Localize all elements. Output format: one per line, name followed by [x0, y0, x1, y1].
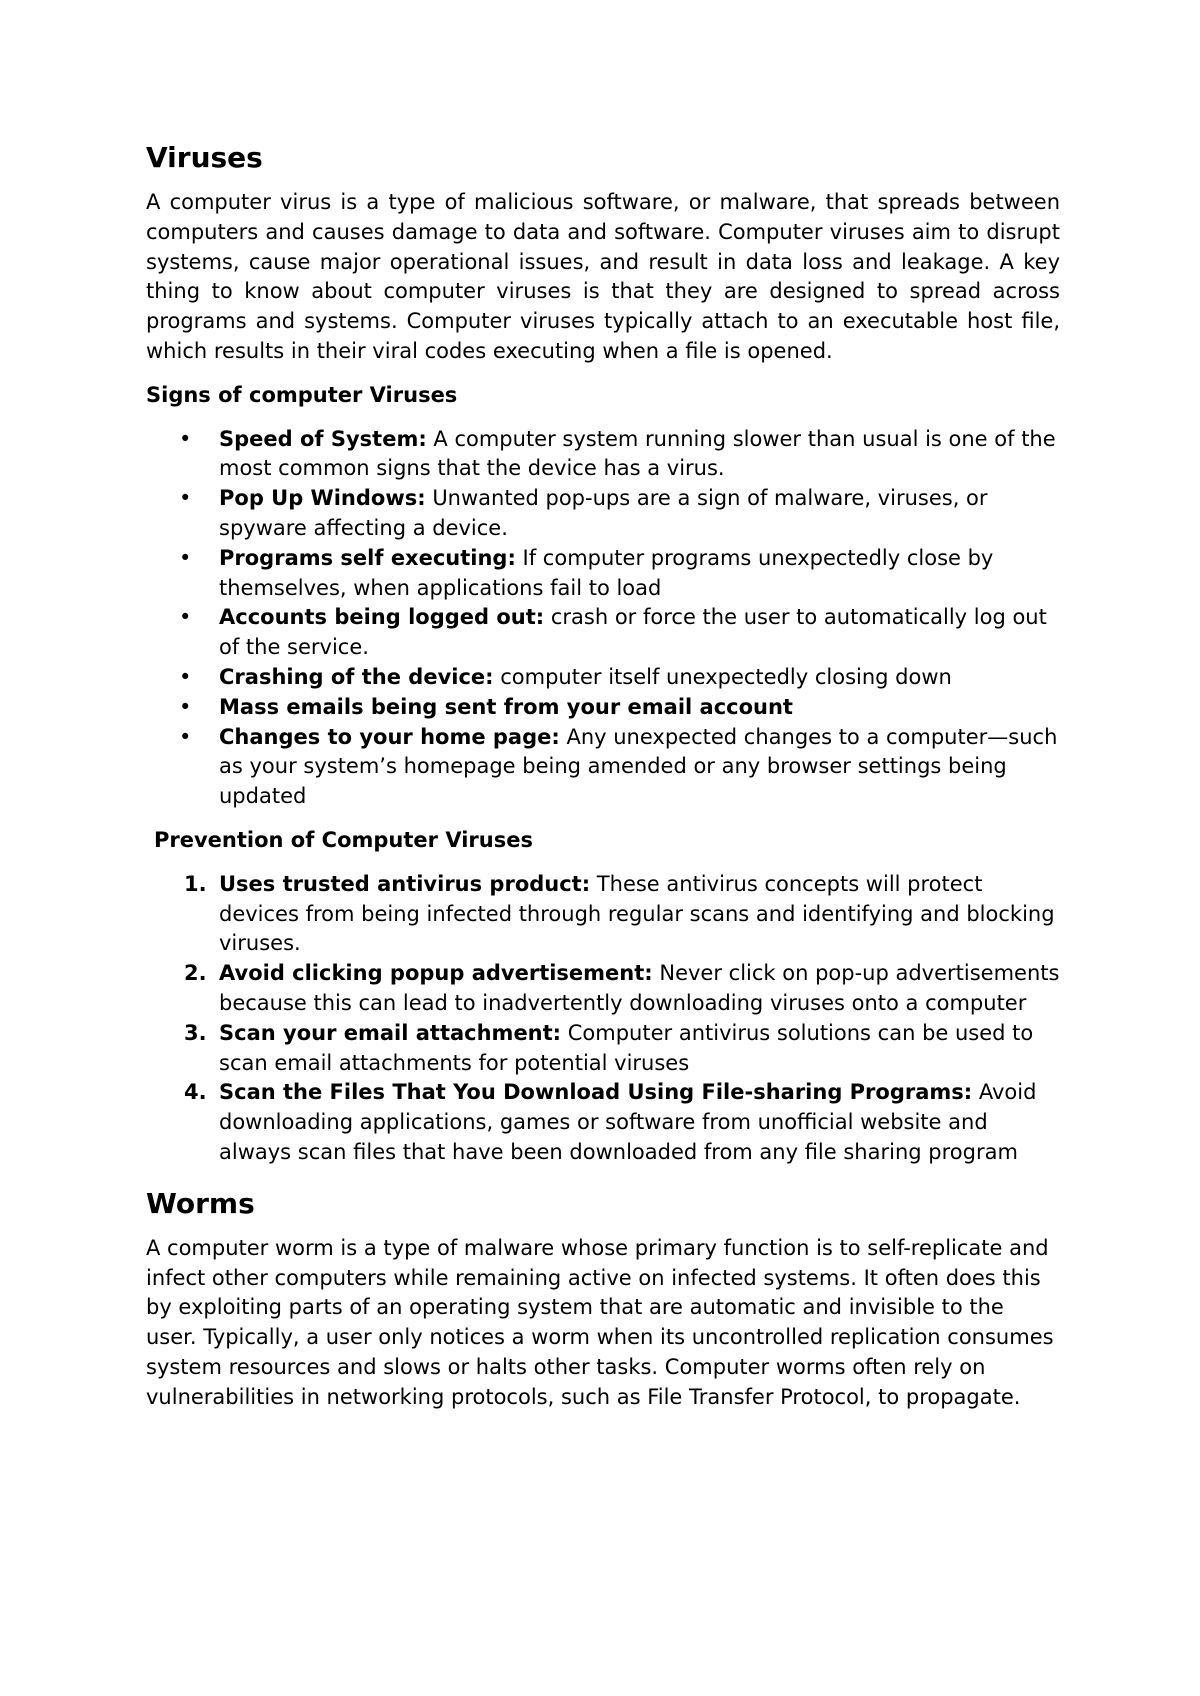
bullet-icon: • — [179, 694, 192, 719]
prevention-heading: Prevention of Computer Viruses — [154, 827, 533, 852]
list-item — [179, 484, 1060, 544]
item-number: 2. — [184, 961, 207, 986]
document-page — [146, 140, 1060, 1412]
signs-list — [146, 425, 1060, 812]
prevention-term: Scan the Files That You Download Using File-sharing Programs: — [219, 1080, 973, 1105]
sign-term: Accounts being logged out: — [219, 605, 545, 630]
worms-paragraph: A computer worm is a type of malware whose primary function is to self-replicate and infect other computers while remaining active on infected systems. It often does this by exploiting parts of an operating system that are automatic and invisible to the user. Typically, a user only notices a worm when its uncontrolled replication consumes system resources and slows or halts other tasks. Computer worms often rely on vulnerabilities in networking protocols, such as File Transfer Protocol, to propagate. — [146, 1235, 1054, 1409]
sign-text: If computer programs unexpectedly close by themselves, when applications fail to load — [219, 545, 994, 600]
list-item — [184, 1019, 1060, 1079]
sign-text: crash or force the user to automatically log out of the service. — [219, 605, 1047, 660]
sign-term: Programs self executing: — [219, 545, 516, 570]
prevention-text: Avoid downloading applications, games or software from unofficial website and always scan files that have been downloaded from any file sharing program — [219, 1080, 1037, 1164]
sign-text: computer itself unexpectedly closing down — [493, 664, 952, 689]
bullet-icon: • — [179, 545, 192, 570]
sign-term: Mass emails being sent from your email account — [219, 694, 793, 719]
bullet-icon: • — [179, 486, 192, 511]
list-item — [179, 544, 1060, 604]
sign-term: Speed of System: — [219, 426, 427, 451]
list-item — [184, 1078, 1060, 1167]
list-item — [179, 693, 1060, 723]
prevention-term: Scan your email attachment: — [219, 1020, 562, 1045]
viruses-heading: Viruses — [146, 141, 263, 174]
worms-heading: Worms — [146, 1186, 255, 1220]
item-number: 4. — [184, 1080, 207, 1105]
bullet-icon: • — [179, 664, 192, 689]
item-number: 3. — [184, 1020, 207, 1045]
bullet-icon: • — [179, 426, 192, 451]
prevention-text: Never click on pop-up advertisements because this can lead to inadvertently downloading viruses onto a computer — [219, 961, 1060, 1015]
prevention-term: Avoid clicking popup advertisement: — [219, 961, 653, 986]
list-item — [184, 959, 1060, 1019]
bullet-icon: • — [179, 605, 192, 630]
sign-text: A computer system running slower than usual is one of the most common signs that the device has a virus. — [219, 426, 1056, 481]
signs-heading: Signs of computer Viruses — [146, 382, 458, 407]
bullet-icon: • — [179, 724, 192, 749]
list-item — [184, 870, 1060, 959]
list-item — [179, 723, 1060, 812]
prevention-text: Computer antivirus solutions can be used to scan email attachments for potential viruses — [219, 1020, 1034, 1075]
prevention-list — [146, 870, 1060, 1168]
sign-term: Crashing of the device: — [219, 664, 494, 689]
item-number: 1. — [184, 871, 207, 896]
prevention-text: These antivirus concepts will protect devices from being infected through regular scans and identifying and blocking viruses. — [219, 871, 1055, 956]
sign-term: Changes to your home page: — [219, 724, 560, 749]
sign-term: Pop Up Windows: — [219, 486, 426, 511]
sign-text: Any unexpected changes to a computer—such as your system’s homepage being amended or any browser settings being updated — [219, 724, 1058, 809]
viruses-intro-paragraph: A computer virus is a type of malicious software, or malware, that spreads between computers and causes damage to data and software. Computer viruses aim to disrupt systems, cause major operational issues, and result in data loss and leakage. A key thing to know about computer viruses is that they are designed to spread across programs and systems. Computer viruses typically attach to an executable host file, which results in their viral codes executing when a file is opened. — [146, 190, 1060, 363]
prevention-term: Uses trusted antivirus product: — [219, 871, 591, 896]
sign-text: Unwanted pop-ups are a sign of malware, viruses, or spyware affecting a device. — [219, 486, 988, 540]
list-item — [179, 663, 1060, 693]
list-item — [179, 425, 1060, 485]
list-item — [179, 603, 1060, 663]
